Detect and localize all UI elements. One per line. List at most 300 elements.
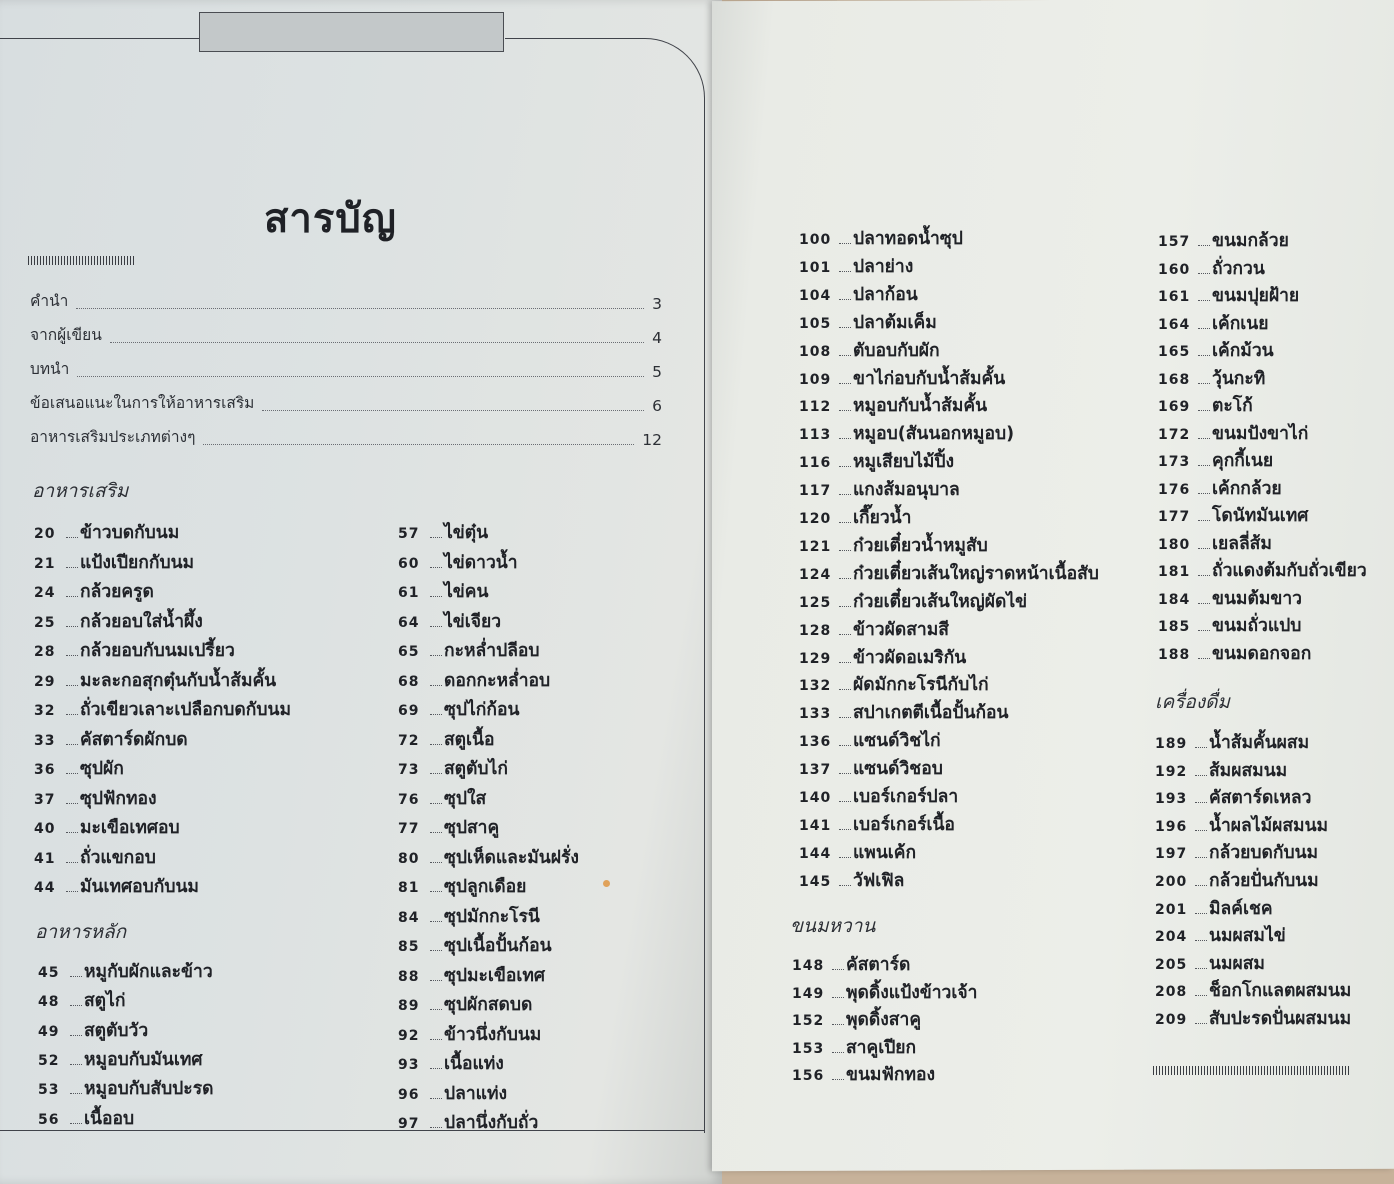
toc-entry-page: 88 [398,968,420,985]
toc-entry-page: 205 [1155,956,1188,973]
toc-entry[interactable] [38,1074,213,1102]
dot-leader [1195,857,1207,858]
toc-entry-label: ซุปลูกเดือย [444,877,527,897]
toc-entry[interactable] [799,419,1014,447]
toc-entry[interactable] [398,754,508,782]
toc-entry-page: 141 [799,817,832,834]
dot-leader [66,773,78,774]
toc-entry[interactable] [34,784,157,812]
toc-entry-page: 97 [398,1116,420,1132]
toc-entry-label: กล้วยครูด [80,582,154,602]
toc-entry[interactable] [398,636,540,664]
toc-entry-page: 36 [34,762,56,778]
toc-entry-page: 121 [799,538,832,555]
toc-entry[interactable] [799,503,911,531]
toc-entry-label: หมูเสียบไม้ปิ้ง [853,452,955,473]
toc-entry[interactable] [34,666,276,694]
toc-entry[interactable] [799,364,1005,392]
toc-entry-page: 21 [34,555,56,572]
toc-entry[interactable] [34,577,154,605]
toc-entry[interactable] [398,961,545,989]
toc-entry-label: ปลาทอดน้ำซุป [853,229,963,249]
toc-entry-label: กล้วยบดกับนม [1209,843,1319,864]
dot-leader [430,862,442,863]
dot-leader [1198,355,1210,356]
toc-entry-label: ดอกกะหล่ำอบ [444,670,551,691]
toc-entry-label: ก๋วยเตี๋ยวเส้นใหญ่ผัดไข่ [853,591,1028,612]
toc-entry-label: พุดดิ้งสาคู [846,1010,922,1031]
toc-entry-label: ซุปมักกะโรนี [444,906,540,927]
toc-entry-page: 188 [1158,646,1191,663]
toc-entry-page: 133 [799,706,832,723]
dot-leader [430,832,442,833]
intro-entry-page: 6 [652,397,662,415]
toc-entry[interactable] [799,308,937,336]
dot-leader [1198,520,1210,521]
toc-entry[interactable] [398,990,532,1018]
toc-entry[interactable] [799,224,963,252]
toc-entry-label: มะเขือเทศอบ [80,818,180,838]
toc-entry-label: เค้กเนย [1212,313,1269,334]
dot-leader [1198,328,1210,329]
toc-entry-page: 92 [398,1027,420,1044]
toc-entry-label: แซนด์วิชไก่ [853,731,941,752]
toc-entry[interactable] [34,607,203,635]
toc-entry-label: ก๋วยเตี๋ยวน้ำหมูสับ [853,535,988,556]
toc-entry-label: น้ำส้มคั้นผสม [1209,733,1310,753]
toc-entry-label: ซุปฟักทอง [80,788,157,809]
toc-entry[interactable] [398,784,486,812]
header-tab-box [199,12,504,52]
dot-leader [66,832,78,833]
toc-entry[interactable] [1155,728,1309,756]
dot-leader [430,655,442,656]
toc-entry-label: สตูเนื้อ [444,729,495,750]
toc-entry-label: ก๋วยเตี๋ยวเส้นใหญ่ราดหน้าเนื้อสับ [853,563,1099,584]
dot-leader [1198,575,1210,576]
dot-leader [839,717,851,718]
dot-leader [839,885,851,886]
toc-entry-label: หมูอบกับน้ำส้มคั้น [853,396,988,417]
dot-leader [430,803,442,804]
toc-entry-page: 80 [398,850,420,867]
toc-entry[interactable] [398,518,488,546]
toc-entry-page: 181 [1158,564,1191,580]
toc-entry[interactable] [398,1079,507,1107]
toc-entry[interactable] [1158,364,1265,392]
toc-entry-label: ถั่วกวน [1212,258,1265,279]
toc-entry-label: สปาเกตตีเนื้อปั้นก้อน [853,703,1009,724]
toc-entry-page: 148 [792,958,825,974]
toc-entry-page: 129 [799,650,832,667]
toc-entry[interactable] [34,872,199,900]
dot-leader [839,494,851,495]
toc-entry[interactable] [799,587,1027,615]
toc-entry-page: 117 [799,483,832,500]
toc-entry[interactable] [1155,949,1265,977]
toc-entry[interactable] [1158,611,1301,639]
toc-entry-page: 100 [799,232,832,248]
toc-entry-label: ไข่เจียว [444,611,502,632]
toc-entry-label: ซุปเห็ดและมันฝรั่ง [444,847,579,868]
toc-entry-label: เยลลี่ส้ม [1212,533,1272,554]
toc-entry[interactable] [1158,639,1311,667]
dot-leader [66,744,78,745]
dot-leader [66,685,78,686]
toc-entry[interactable] [1158,584,1302,612]
toc-entry[interactable] [792,950,910,978]
dot-leader [66,626,78,627]
toc-entry-page: 140 [799,790,832,806]
dot-leader [1195,1023,1207,1024]
toc-entry-page: 77 [398,821,420,837]
toc-entry-page: 189 [1155,736,1188,752]
toc-entry-page: 37 [34,791,56,808]
dot-leader [430,980,442,981]
toc-entry-label: ถั่วเขียวเลาะเปลือกบดกับนม [80,700,291,720]
toc-entry[interactable] [34,813,180,841]
dot-leader [1195,995,1207,996]
toc-entry-label: เกี๊ยวน้ำ [853,508,912,528]
toc-entry[interactable] [799,447,954,475]
toc-entry-label: ขนมถั่วแปบ [1212,616,1302,636]
toc-entry[interactable] [398,666,550,694]
toc-entry-label: ถั่วแดงต้มกับถั่วเขียว [1212,561,1367,581]
dot-leader [1198,273,1210,274]
toc-entry[interactable] [1155,921,1286,949]
dot-leader [1195,968,1207,969]
toc-entry-label: ขนมปังขาไก่ [1212,423,1309,444]
toc-entry-page: 184 [1158,591,1191,608]
dot-leader [76,308,644,309]
toc-entry-page: 164 [1158,316,1191,333]
toc-entry[interactable] [398,843,579,871]
toc-entry-label: ซุปไก่ก้อน [444,700,520,720]
toc-entry-label: นมผสม [1209,953,1265,974]
dot-leader [430,714,442,715]
toc-entry[interactable] [1155,1004,1351,1032]
toc-entry-page: 177 [1158,509,1191,525]
toc-entry[interactable] [34,548,194,576]
toc-entry[interactable] [799,782,958,810]
dot-leader [262,410,644,411]
toc-entry[interactable] [799,615,949,643]
section-supplementary: อาหารเสริม [32,480,129,502]
toc-entry[interactable] [1158,309,1268,337]
toc-entry[interactable] [799,559,1099,587]
toc-entry[interactable] [38,1104,134,1132]
toc-entry-label: แป้งเปียกกับนม [80,552,195,573]
dot-leader [839,243,851,244]
toc-entry[interactable] [34,754,124,782]
toc-entry[interactable] [1158,419,1308,447]
dot-leader [832,1052,844,1053]
toc-entry[interactable] [1158,529,1272,557]
dot-leader [70,1005,82,1006]
toc-entry[interactable] [792,1033,916,1061]
toc-entry[interactable] [799,643,966,671]
toc-entry[interactable] [398,1020,541,1048]
toc-entry[interactable] [398,931,552,959]
toc-entry[interactable] [398,577,488,605]
toc-entry-label: ข้าวผัดสามสี [853,619,949,640]
toc-entry[interactable] [1158,254,1265,282]
toc-entry-page: 172 [1158,426,1191,443]
toc-entry[interactable] [799,754,943,782]
toc-entry-label: ข้าวนึ่งกับนม [444,1024,542,1045]
dot-leader [832,997,844,998]
toc-entry[interactable] [799,280,918,308]
toc-entry-label: ส้มผสมนม [1209,760,1288,781]
toc-entry-page: 124 [799,566,832,583]
toc-entry-page: 176 [1158,481,1191,498]
toc-entry[interactable] [799,336,940,364]
toc-entry-page: 161 [1158,289,1191,305]
toc-entry[interactable] [398,1108,538,1136]
toc-entry[interactable] [34,518,179,546]
toc-entry-page: 76 [398,791,420,808]
toc-entry[interactable] [38,957,213,985]
toc-entry-label: แกงส้มอนุบาล [853,480,960,501]
toc-entry[interactable] [1155,756,1287,784]
toc-entry-page: 208 [1155,984,1188,1001]
dot-leader [66,714,78,715]
toc-entry-page: 56 [38,1111,60,1128]
toc-entry[interactable] [38,1045,203,1073]
toc-entry[interactable] [1158,281,1299,309]
toc-entry-label: คุกกี้เนย [1212,451,1274,471]
dot-leader [430,950,442,951]
toc-entry[interactable] [799,698,1009,726]
toc-entry[interactable] [398,725,495,753]
toc-entry[interactable] [799,252,913,280]
toc-entry[interactable] [38,986,125,1014]
dot-leader [430,1009,442,1010]
toc-entry-label: โดนัทมันเทศ [1212,506,1309,526]
toc-entry[interactable] [799,670,989,698]
toc-entry-page: 25 [34,614,56,631]
intro-entry-label: จากผู้เขียน [30,326,102,344]
intro-entry-page: 4 [652,329,662,347]
toc-entry[interactable] [799,531,988,559]
toc-entry-page: 169 [1158,399,1191,415]
toc-entry[interactable] [34,843,156,871]
toc-entry[interactable] [799,810,955,838]
toc-entry-label: ไข่คน [444,582,489,602]
intro-entry[interactable] [30,390,662,415]
toc-entry[interactable] [792,1060,935,1088]
toc-entry[interactable] [799,866,904,894]
hatch-divider [28,256,134,265]
intro-entry-label: ข้อเสนอแนะในการให้อาหารเสริม [30,394,255,412]
toc-entry[interactable] [398,548,518,576]
toc-entry-label: มันเทศอบกับนม [80,877,199,897]
toc-entry-page: 28 [34,644,56,660]
dot-leader [66,891,78,892]
toc-entry-page: 132 [799,678,832,695]
dot-leader [839,438,851,439]
dot-leader [1198,603,1210,604]
toc-entry-label: น้ำผลไม้ผสมนม [1209,815,1329,836]
toc-entry-page: 29 [34,673,56,690]
toc-entry-label: วัฟเฟิล [853,870,905,891]
dot-leader [1195,802,1207,803]
toc-entry-page: 72 [398,732,420,749]
dot-leader [66,655,78,656]
toc-entry-page: 65 [398,644,420,660]
toc-entry-label: ปลาย่าง [853,256,914,277]
toc-entry-page: 69 [398,703,420,719]
toc-entry[interactable] [799,391,987,419]
toc-entry[interactable] [398,902,540,930]
toc-entry-page: 168 [1158,371,1191,388]
toc-entry-page: 96 [398,1086,420,1103]
dot-leader [1195,747,1207,748]
toc-entry[interactable] [1155,838,1318,866]
toc-entry-page: 32 [34,703,56,719]
dot-leader [839,801,851,802]
toc-entry[interactable] [398,813,499,841]
dot-leader [839,634,851,635]
toc-entry-label: สตูตับวัว [84,1020,149,1041]
dot-leader [430,596,442,597]
toc-entry-label: ช็อกโกแลตผสมนม [1209,981,1352,1002]
toc-entry-label: ขนมฟักทอง [846,1065,936,1086]
toc-entry[interactable] [1155,811,1328,839]
toc-entry[interactable] [792,1005,921,1033]
dot-leader [430,1039,442,1040]
toc-entry-page: 105 [799,315,832,332]
dot-leader [839,857,851,858]
toc-entry-label: ซุปสาคู [444,818,500,838]
toc-entry[interactable] [799,838,916,866]
intro-entry[interactable] [30,424,662,449]
toc-entry-label: แพนเค้ก [853,842,917,863]
toc-entry-page: 52 [38,1052,60,1069]
toc-entry-label: หมูอบ(สันนอกหมูอบ) [853,424,1015,445]
dot-leader [1198,548,1210,549]
toc-entry[interactable] [1158,446,1273,474]
dot-leader [832,1024,844,1025]
toc-entry-page: 104 [799,287,832,304]
toc-entry-label: กล้วยอบใส่น้ำผึ้ง [80,611,203,632]
dot-leader [1198,658,1210,659]
toc-entry[interactable] [1158,336,1274,364]
toc-entry[interactable] [1155,783,1311,811]
dot-leader [70,1123,82,1124]
toc-entry[interactable] [34,695,291,723]
toc-entry-label: กล้วยอบกับนมเปรี้ยว [80,641,235,661]
dot-leader [839,578,851,579]
toc-entry-label: ซุปเนื้อปั้นก้อน [444,936,552,956]
dot-leader [66,862,78,863]
toc-entry[interactable] [398,872,526,900]
toc-entry[interactable] [34,636,235,664]
dot-leader [430,1127,442,1128]
dot-leader [430,626,442,627]
toc-entry-page: 128 [799,622,832,639]
toc-entry-page: 197 [1155,846,1188,863]
toc-entry-label: ขนมกล้วย [1212,231,1289,251]
intro-entry[interactable] [30,322,662,347]
toc-entry[interactable] [1158,474,1282,502]
toc-entry-page: 137 [799,762,832,779]
toc-entry-page: 33 [34,732,56,749]
toc-entry-page: 196 [1155,818,1188,835]
toc-entry-page: 192 [1155,763,1188,780]
dot-leader [430,773,442,774]
toc-entry-page: 180 [1158,536,1191,553]
toc-entry[interactable] [1158,226,1289,254]
toc-entry[interactable] [34,725,188,753]
dot-leader [839,689,851,690]
toc-entry[interactable] [38,1016,148,1044]
dot-leader [839,327,851,328]
toc-entry-label: ซุปมะเขือเทศ [444,965,546,986]
toc-entry[interactable] [1158,391,1253,419]
toc-entry-page: 145 [799,873,832,890]
section-desserts: ขนมหวาน [790,915,876,937]
toc-entry-page: 144 [799,845,832,862]
intro-entry-page: 3 [652,295,662,313]
dot-leader [832,969,844,970]
dot-leader [430,1068,442,1069]
toc-entry-label: ซุปใส [444,788,487,809]
toc-entry[interactable] [799,475,960,503]
toc-entry-label: ถั่วแขกอบ [80,847,156,868]
toc-entry-page: 209 [1155,1012,1188,1028]
dot-leader [1195,913,1207,914]
toc-entry-page: 152 [792,1013,825,1030]
dot-leader [77,376,644,377]
dot-leader [839,299,851,300]
dot-leader [839,829,851,830]
toc-entry-page: 173 [1158,454,1191,470]
toc-entry-label: หมูอบกับมันเทศ [84,1049,203,1070]
toc-entry[interactable] [799,726,941,754]
dot-leader [66,537,78,538]
toc-entry[interactable] [398,607,501,635]
toc-entry[interactable] [1155,976,1351,1004]
toc-entry-page: 48 [38,994,60,1011]
toc-entry[interactable] [398,695,519,723]
toc-entry[interactable] [1158,556,1367,584]
toc-entry[interactable] [1155,866,1319,894]
toc-entry[interactable] [1158,501,1308,529]
toc-entry-label: วุ้นกะทิ [1212,368,1266,389]
dot-leader [832,1079,844,1080]
toc-entry-page: 49 [38,1023,60,1040]
toc-entry-label: ปลาต้มเค็ม [853,312,937,333]
toc-entry-label: สตูไก่ [84,991,126,1012]
toc-entry[interactable] [792,978,977,1006]
toc-entry-page: 61 [398,585,420,601]
dot-leader [1198,410,1210,411]
intro-entry[interactable] [30,288,662,313]
dot-leader [839,466,851,467]
toc-entry-page: 45 [38,965,60,981]
intro-entry[interactable] [30,356,662,381]
intro-entry-label: บทนำ [30,360,70,378]
dot-leader [430,1098,442,1099]
toc-entry-label: หมูกับผักและข้าว [84,962,213,982]
toc-entry-label: ตับอบกับผัก [853,340,940,361]
intro-entry-label: อาหารเสริมประเภทต่างๆ [30,428,196,446]
toc-entry[interactable] [1155,894,1273,922]
toc-entry[interactable] [398,1049,504,1077]
dot-leader [70,976,82,977]
toc-entry-label: คัสตาร์ดผักบด [80,729,188,750]
